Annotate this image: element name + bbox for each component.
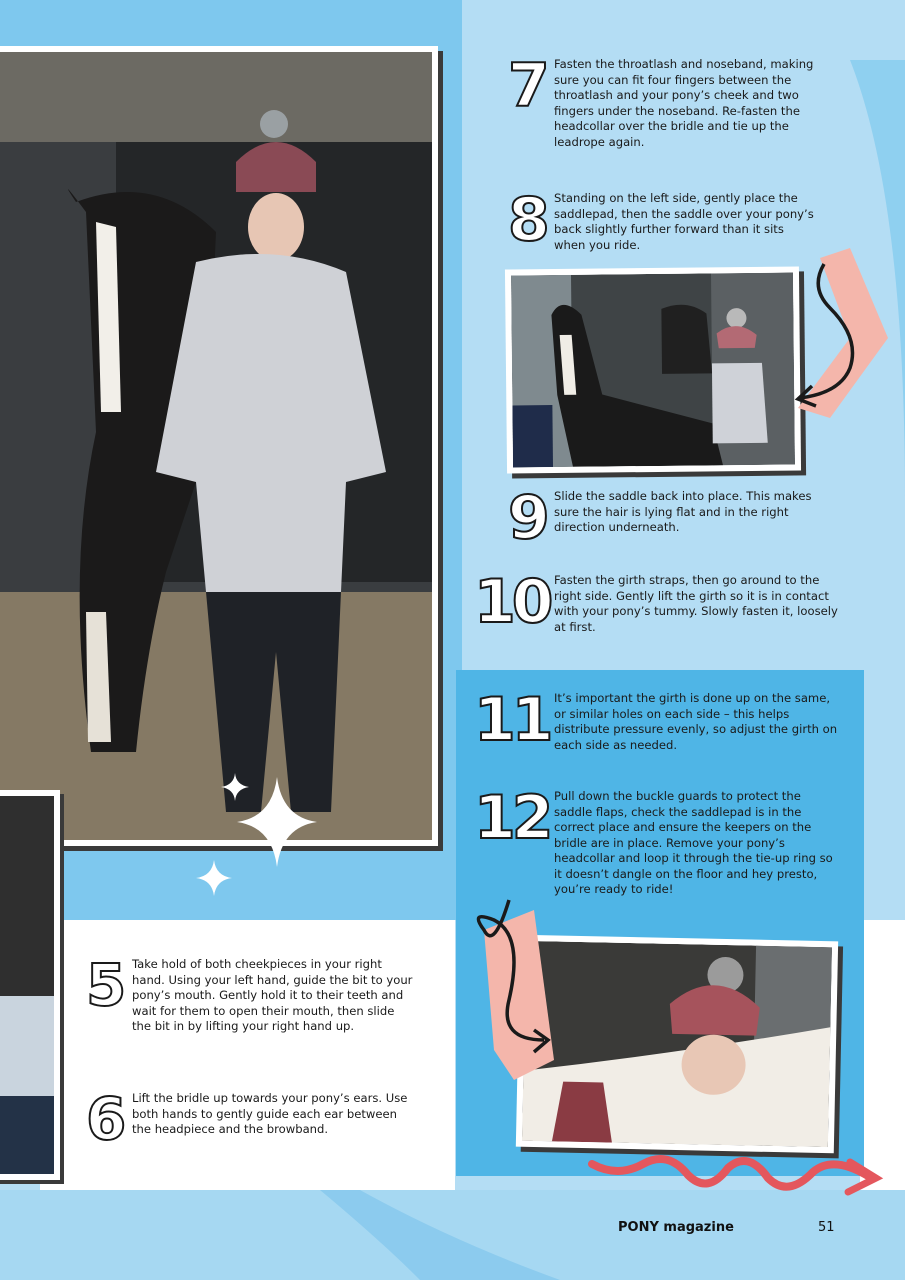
step-6 bbox=[86, 1085, 426, 1160]
step-number: 5 bbox=[86, 951, 123, 1019]
sparkle-icon bbox=[220, 772, 250, 802]
footer-brand: PONY magazine bbox=[618, 1220, 734, 1235]
step-number: 11 bbox=[474, 685, 550, 755]
step-text: It’s important the girth is done up on the same, or similar holes on each side – this helps distribute pressure evenly, so adjust the girth on each side as needed. bbox=[554, 691, 838, 752]
squiggle-arrow-icon bbox=[464, 890, 564, 1090]
saddle-photo bbox=[511, 273, 795, 468]
step-text: Fasten the throatlash and noseband, making sure you can fit four fingers between the throatlash and your pony’s cheek and two fingers under the noseband. Re-fasten the headcollar over the bridle and tie up the leadrope again. bbox=[554, 57, 814, 149]
step-number: 8 bbox=[508, 185, 546, 255]
step-7 bbox=[508, 51, 843, 156]
secondary-photo-frame bbox=[0, 790, 60, 1180]
final-photo bbox=[522, 941, 832, 1147]
step-text: Fasten the girth straps, then go around to the right side. Gently lift the girth so it is in contact with your pony’s tummy. Slowly fasten it, loosely at first. bbox=[554, 573, 838, 634]
step-number: 9 bbox=[508, 483, 546, 553]
step-11 bbox=[474, 685, 844, 760]
step-number: 7 bbox=[508, 51, 546, 121]
step-8 bbox=[508, 185, 843, 260]
step-number: 6 bbox=[86, 1085, 123, 1153]
step-number: 10 bbox=[474, 567, 550, 637]
secondary-photo bbox=[0, 796, 54, 1174]
step-5 bbox=[86, 951, 426, 1056]
step-12 bbox=[474, 783, 844, 908]
squiggle-arrow-icon bbox=[790, 248, 900, 428]
step-9 bbox=[508, 483, 843, 553]
sparkle-icon bbox=[194, 858, 234, 898]
step-number: 12 bbox=[474, 783, 550, 853]
step-10 bbox=[474, 567, 844, 642]
saddle-photo-frame bbox=[505, 266, 801, 473]
step-text: Lift the bridle up towards your pony’s ears. Use both hands to gently guide each ear between the headpiece and the browband. bbox=[132, 1091, 408, 1136]
page-number: 51 bbox=[818, 1220, 835, 1235]
step-text: Take hold of both cheekpieces in your right hand. Using your left hand, guide the bit to your pony’s mouth. Gently hold it to their teeth and wait for them to open their mouth, then slide the bit in by lifting your right hand up. bbox=[132, 957, 413, 1033]
step-text: Standing on the left side, gently place the saddlepad, then the saddle over your pony’s back slightly further forward than it sits when you ride. bbox=[554, 191, 814, 252]
wavy-arrow-icon bbox=[588, 1150, 888, 1210]
main-photo-frame bbox=[0, 46, 438, 846]
main-photo bbox=[0, 52, 432, 840]
step-text: Slide the saddle back into place. This makes sure the hair is lying flat and in the right direction underneath. bbox=[554, 489, 812, 534]
step-text: Pull down the buckle guards to protect the saddle flaps, check the saddlepad is in the correct place and ensure the keepers on the bridle are in place. Remove your pony’s headcollar and loop it through the tie-up ring so it doesn’t dangle on the floor and hey presto, you’re ready to ride! bbox=[554, 789, 833, 896]
final-photo-frame bbox=[516, 935, 838, 1154]
